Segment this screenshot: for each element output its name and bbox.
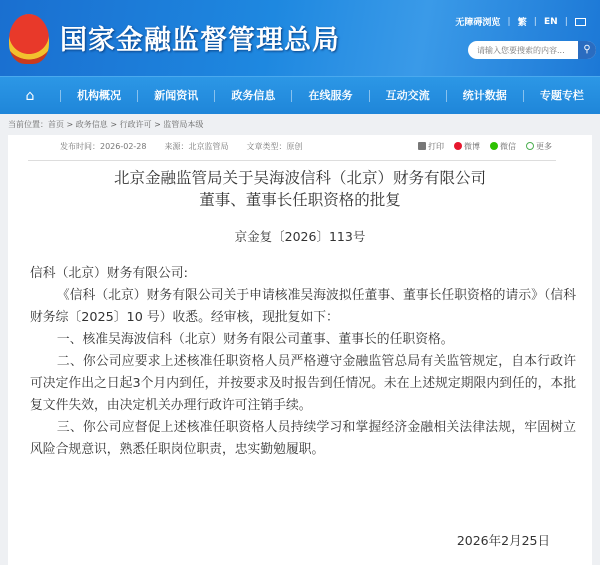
traditional-chinese-link[interactable]: 繁 — [517, 18, 527, 28]
national-emblem-icon — [9, 14, 49, 64]
document-number: 京金复〔2026〕113号 — [234, 229, 366, 244]
signature-date: 2026年2月25日 — [456, 533, 550, 548]
publish-date: 发布时间：2026-02-28 — [60, 142, 147, 151]
print-label: 打印 — [428, 142, 444, 151]
printer-icon — [418, 142, 426, 150]
nav-item-topics[interactable]: 专题专栏 — [523, 90, 600, 102]
weibo-icon — [454, 142, 462, 150]
source: 来源：北京监管局 — [164, 142, 229, 151]
wechat-label: 微信 — [500, 142, 516, 151]
paragraph: 《信科（北京）财务有限公司关于申请核准吴海波拟任董事、董事长任职资格的请示》（信科财务综〔2025〕10 号）收悉。经审核，现批复如下： — [30, 288, 576, 325]
more-label: 更多 — [536, 142, 552, 151]
divider: | — [507, 16, 511, 27]
divider — [28, 160, 556, 161]
article-body — [30, 263, 576, 461]
nav-item-government-info[interactable]: 政务信息 — [214, 90, 291, 102]
more-button[interactable] — [526, 135, 552, 159]
weibo-button[interactable] — [454, 135, 480, 159]
nav-item-interaction[interactable]: 互动交流 — [369, 90, 446, 102]
nav-item-online-services[interactable]: 在线服务 — [291, 90, 368, 102]
english-link[interactable]: EN — [544, 16, 558, 27]
paragraph: 三、你公司应督促上述核准任职资格人员持续学习和掌握经济金融相关法律法规，牢固树立风险合规意识，熟悉任职岗位职责，忠实勤勉履职。 — [30, 420, 576, 457]
wechat-icon — [490, 142, 498, 150]
search-icon[interactable]: ⚲ — [578, 41, 596, 59]
print-button[interactable] — [418, 135, 444, 159]
breadcrumb-label: 当前位置： — [8, 120, 48, 129]
title-line: 董事、董事长任职资格的批复 — [199, 191, 401, 209]
top-links — [455, 15, 586, 28]
home-icon[interactable]: ⌂ — [25, 87, 35, 104]
nav-item-news[interactable]: 新闻资讯 — [137, 90, 214, 102]
nav-item-about[interactable]: 机构概况 — [60, 90, 137, 102]
search-input[interactable] — [468, 41, 578, 59]
addressee: 信科（北京）财务有限公司: — [30, 266, 188, 281]
wechat-button[interactable] — [490, 135, 516, 159]
site-title[interactable]: 国家金融监督管理总局 — [60, 25, 340, 56]
divider: | — [533, 16, 538, 27]
share-bar — [418, 135, 552, 159]
nav-item-statistics[interactable]: 统计数据 — [446, 90, 523, 102]
site-header — [0, 0, 600, 76]
article-title — [8, 167, 592, 211]
title-line: 北京金融监管局关于吴海波信科（北京）财务有限公司 — [113, 169, 486, 187]
accessibility-link[interactable]: 无障碍浏览 — [455, 18, 501, 28]
paragraph: 二、你公司应要求上述核准任职资格人员严格遵守金融监管总局有关监管规定，自本行政许可决定作出之日起3个月内到任，并按要求及时报告到任情况。未在上述规定期限内到任的，本批复文件失效，由决定机关办理行政许可注销手续。 — [30, 354, 576, 413]
divider: | — [564, 16, 568, 27]
mail-icon[interactable] — [575, 18, 586, 26]
breadcrumb — [0, 114, 600, 135]
article-type: 文章类型：原创 — [246, 142, 303, 151]
weibo-label: 微博 — [464, 142, 480, 151]
paragraph: 一、核准吴海波信科（北京）财务有限公司董事、董事长的任职资格。 — [56, 332, 454, 347]
main-nav — [0, 76, 600, 114]
article-card — [8, 135, 592, 565]
search-box — [468, 41, 596, 59]
breadcrumb-path[interactable]: 首页 > 政务信息 > 行政许可 > 监管局本级 — [48, 120, 204, 129]
more-icon — [526, 142, 534, 150]
